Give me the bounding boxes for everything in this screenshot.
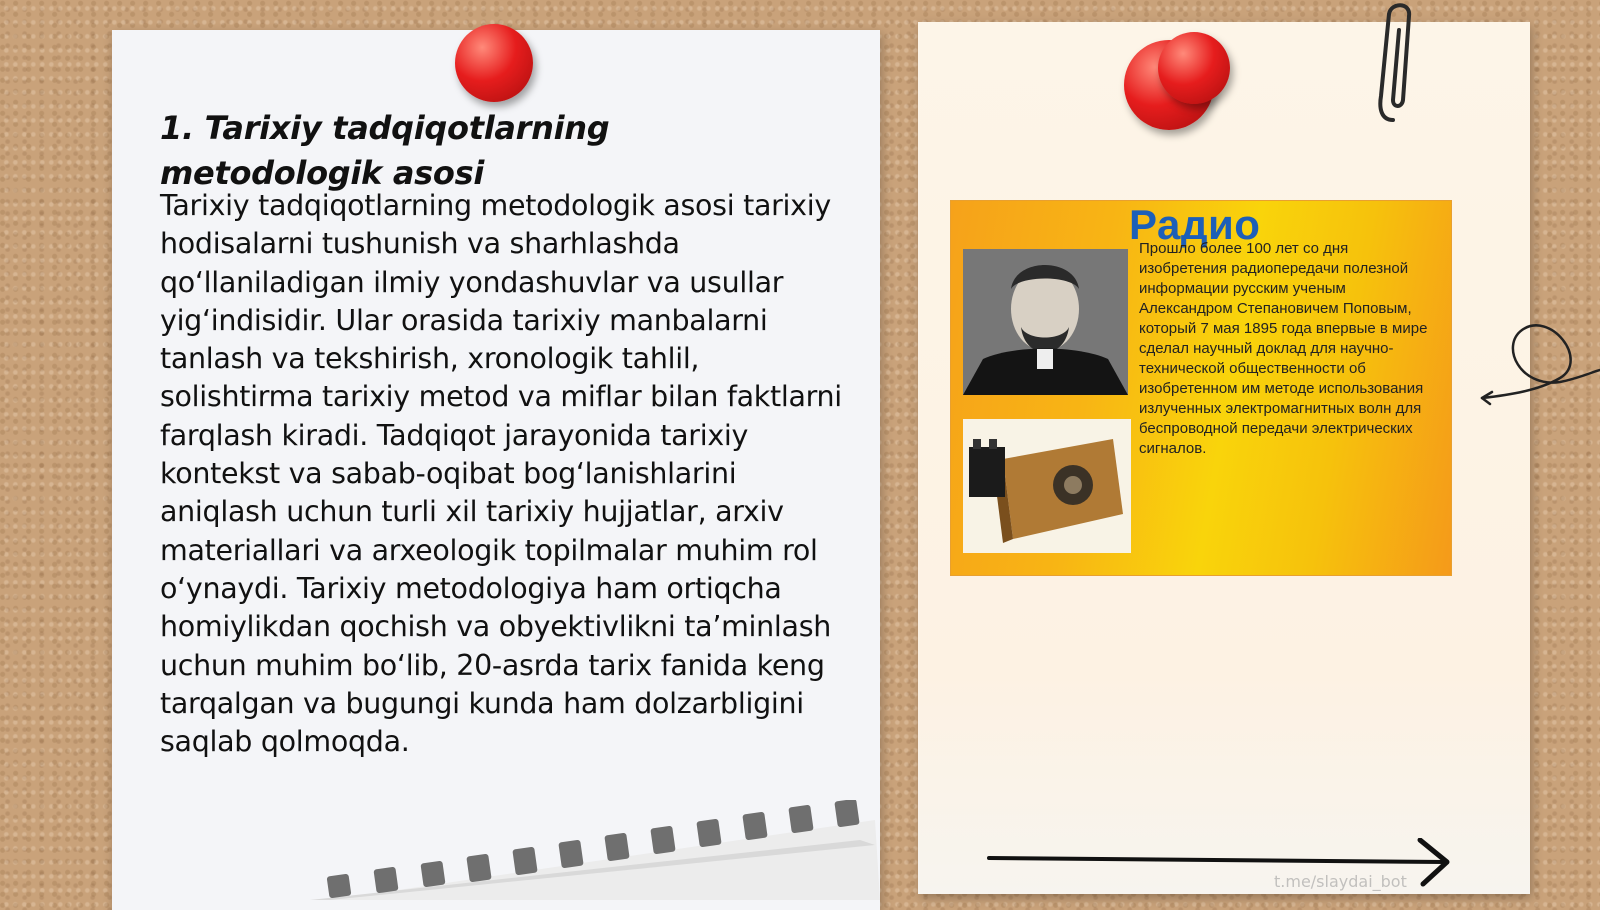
radio-history-image	[950, 200, 1452, 576]
slide-title: 1. Tarixiy tadqiqotlarning metodologik asosi	[160, 109, 610, 192]
watermark-text: t.me/slaydai_bot	[1274, 872, 1407, 891]
red-pushpin-right-front	[1158, 32, 1230, 104]
radio-image-title: Радио	[1129, 201, 1261, 248]
radio-image-caption: Прошло более 100 лет со дня изобретения радиопередачи полезной информации русским ученым Александром Степановичем Поповым, который 7 мая 1895 года впервые в мире сделал научный доклад для научно-технической общественности об изобретенном им методе использования излученных электромагнитных волн для беспроводной передачи электрических сигналов.	[1139, 240, 1428, 457]
paperclip-icon	[1375, 0, 1425, 130]
red-pushpin-left	[455, 24, 533, 102]
notepad-strip-decoration	[300, 800, 880, 900]
radio-receiver-image	[963, 419, 1131, 553]
scribble-loop-decoration	[1480, 310, 1600, 410]
slide-body-text: Tarixiy tadqiqotlarning metodologik asosi tarixiy hodisalarni tushunish va sharhlashda qo‘llaniladigan ilmiy yondashuvlar va usullar yig‘indisidir. Ular orasida tarixiy manbalarni tanlash va tekshirish, xronologik tahlil, solishtirma tarixiy metod va miflar bilan faktlarni farqlash kiradi. Tadqiqot jarayonida tarixiy kontekst va sabab-oqibat bog‘lanishlarini aniqlash uchun turli xil tarixiy hujjatlar, arxiv materiallari va arxeologik topilmalar muhim rol o‘ynaydi. Tarixiy metodologiya ham ortiqcha homiylikdan qochish va obyektivlikni ta’minlash uchun muhim bo‘lib, 20-asrda tarix fanida keng tarqalgan va bugungi kunda ham dolzarbligini saqlab qolmoqda.	[160, 189, 842, 759]
popov-portrait-image	[963, 249, 1128, 395]
